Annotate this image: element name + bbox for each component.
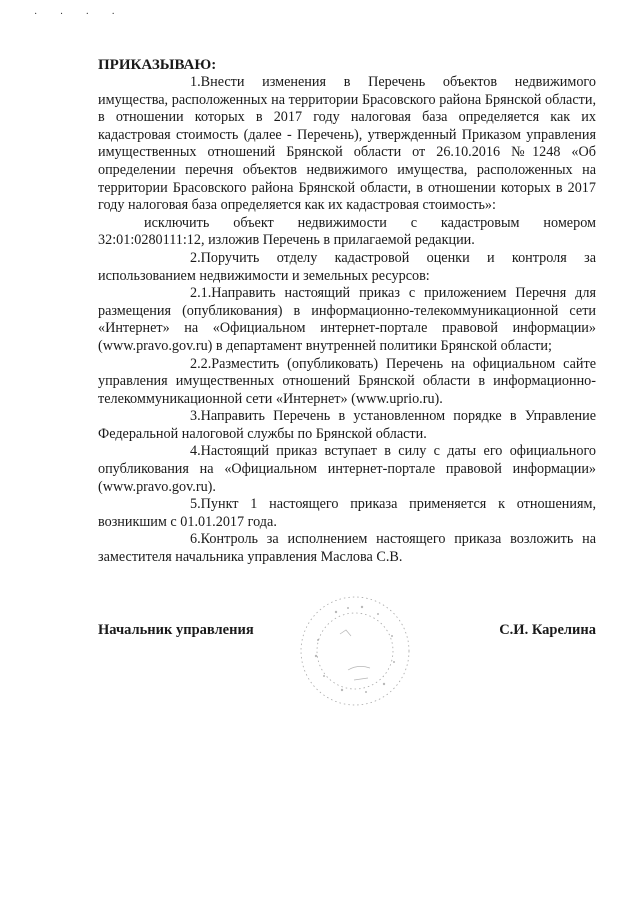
scan-specks: · · · · — [34, 9, 125, 20]
item-2-2 — [98, 356, 596, 409]
item-text: Поручить отделу кадастровой оценки и контроля за использованием недвижимости и земельных ресурсов: — [98, 249, 596, 284]
item-number: 6. — [190, 531, 201, 548]
item-4 — [98, 443, 596, 496]
item-text: Внести изменения в Перечень объектов недвижимого имущества, расположенных на территории Брасовского района Брянской области, в отношении которых в 2017 году налоговая база определяется как их кадастровая стоимость (далее - Перечень), утвержденный Приказом управления имущественных отношений Брянской области от 26.10.2016 №1248 «Об определении перечня объектов недвижимого имущества, расположенных на территории Брасовского района Брянской области, в отношении которых в 2017 году налоговая база определяется как их кадастровая стоимость»: — [98, 74, 596, 214]
official-stamp — [296, 592, 414, 710]
signatory-name: С.И. Карелина — [499, 622, 596, 638]
item-text: Пункт 1 настоящего приказа применяется к отношениям, возникшим с 01.01.2017 года. — [98, 496, 596, 530]
order-heading: ПРИКАЗЫВАЮ: — [98, 57, 217, 73]
signature-block — [98, 622, 596, 639]
item-2-1 — [98, 285, 596, 355]
item-text: Контроль за исполнением настоящего приказа возложить на заместителя начальника управления Маслова С.В. — [98, 531, 596, 566]
item-text: Разместить (опубликовать) Перечень на официальном сайте управления имущественных отношений Брянской области в информационно-телекоммуникационной сети «Интернет» (www.uprio.ru). — [98, 355, 596, 407]
item-number: 5. — [190, 496, 201, 513]
item-number: 4. — [190, 443, 201, 460]
item-number: 3. — [190, 408, 201, 425]
order-body — [98, 56, 596, 567]
item-text: Направить Перечень в установленном порядке в Управление Федеральной налоговой службы по Брянской области. — [98, 408, 596, 442]
item-number: 2.2. — [190, 355, 212, 372]
item-number: 2.1. — [190, 285, 212, 302]
item-1 — [98, 74, 596, 215]
item-text: исключить объект недвижимости с кадастровым номером 32:01:0280111:12, изложив Перечень в прилагаемой редакции. — [98, 214, 596, 249]
item-1-clause — [98, 215, 596, 250]
signatory-position: Начальник управления — [98, 622, 254, 638]
item-3 — [98, 408, 596, 443]
item-text: Настоящий приказ вступает в силу с даты его официального опубликования на «Официальном интернет-портале правовой информации» (www.pravo.gov.ru). — [98, 443, 596, 495]
item-2 — [98, 250, 596, 285]
item-5 — [98, 496, 596, 531]
item-number: 2. — [190, 249, 201, 266]
item-text: Направить настоящий приказ с приложением Перечня для размещения (опубликования) в информационно-телекоммуникационной сети «Интернет» на «Официальном интернет-портале правовой информации» (www.pravo.gov.ru) в департамент внутренней политики Брянской области; — [98, 285, 596, 354]
item-number: 1. — [190, 74, 201, 90]
item-6 — [98, 531, 596, 566]
